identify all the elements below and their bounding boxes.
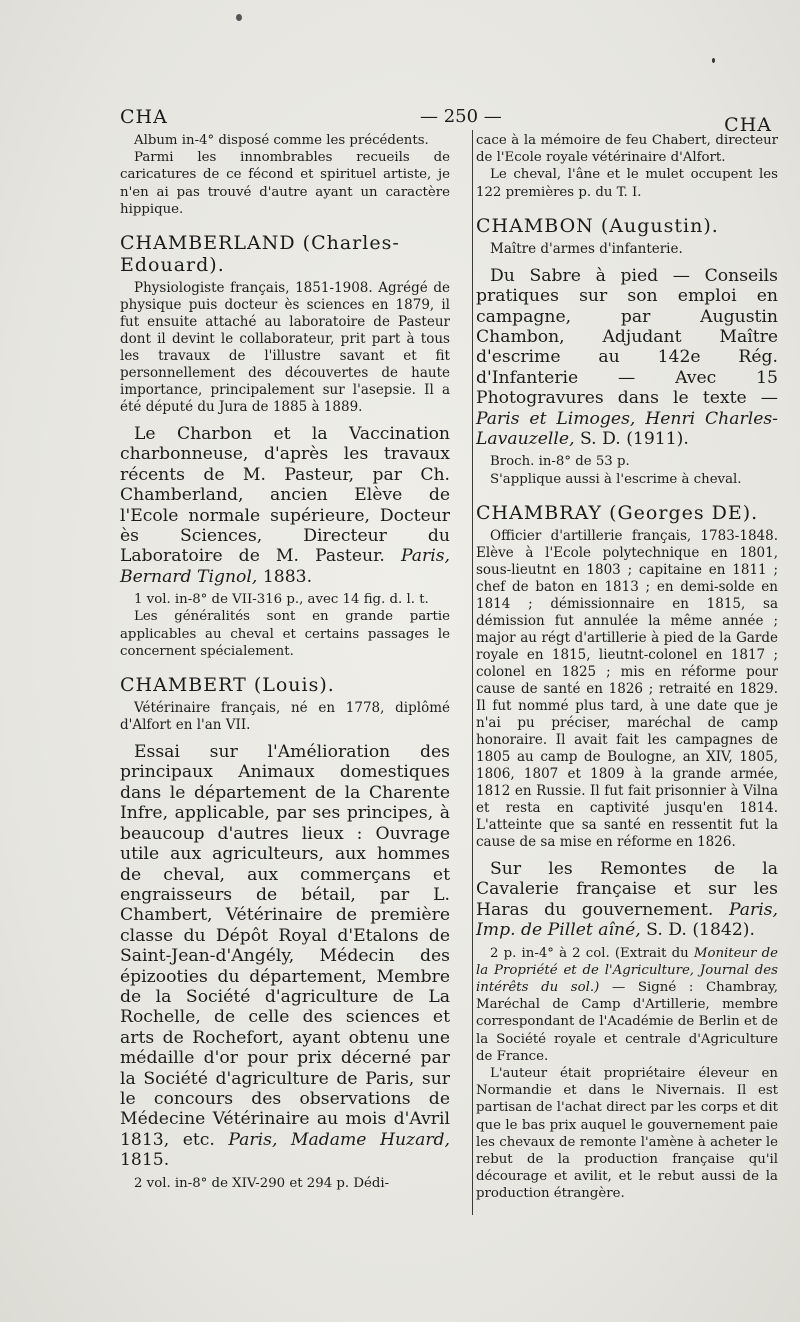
imprint-year: 1815. (120, 1150, 170, 1171)
entry-forename: (Louis). (253, 674, 335, 697)
title-text: Le Charbon et la Vaccination charbonneuse, d'après les travaux récents de M. Pasteur, par Ch. Chamberland, ancien Elève de l'Ecole normale supérieure, Docteur ès Sciences, Directeur du Laboratoire de M. Pasteur. (120, 424, 450, 567)
imprint-year: 1883. (262, 566, 313, 587)
entry-collation: 2 vol. in-8° de XIV-290 et 294 p. Dédi- (134, 1175, 390, 1191)
entry-chambert (120, 674, 450, 1192)
entry-title (120, 424, 450, 587)
entry-bio: Vétérinaire français, né en 1778, diplômé d'Alfort en l'an VII. (120, 700, 450, 734)
entry-collation (476, 945, 778, 1065)
entry-surname: CHAMBERLAND (120, 232, 296, 255)
collation-italic: Moniteur de la Propriété et de l'Agriculture, Journal des intérêts du sol.) (476, 945, 778, 995)
entry-note: L'auteur était propriétaire éleveur en Normandie et dans le Nivernais. Il est partisan de l'achat direct par les corps et dit que le bas prix auquel le gouvernement paie les chevaux de remonte l'amène à acheter le rebut de la production française qu'il décourage et avilit, et le rebut aussi de la production étrangère. (476, 1065, 778, 1202)
intro-text: Parmi les innombrables recueils de caricatures de ce fécond et spirituel artiste, je n'en ai pas trouvé d'autre ayant un caractère hippique. (120, 150, 450, 217)
entry-chambray (476, 502, 778, 1203)
entry-note: S'applique aussi à l'escrime à cheval. (490, 471, 742, 487)
continuation-text: Le cheval, l'âne et le mulet occupent les 122 premières p. du T. I. (476, 167, 778, 200)
title-text: Essai sur l'Amélioration des principaux Animaux domestiques dans le département de la Charente Infre, applicable, par ses principes, à beaucoup d'autres lieux : Ouvrage utile aux agriculteurs, aux hommes de cheval, aux commerçans et engraisseurs de bétail, par L. Chambert, Vétérinaire de première classe du Dépôt Royal d'Etalons de Saint-Jean-d'Angély, Médecin des épizooties du département, Membre de la Société d'agriculture de La Rochelle, de celle des sciences et arts de Rochefort, ayant obtenu une médaille d'or pour prix décerné par la Société d'agriculture de Paris, sur le concours des observations de Médecine Vétérinaire au mois d'Avril 1813, etc. (120, 742, 450, 1150)
collation-text: 2 p. in-4° à 2 col. (Extrait du (490, 945, 689, 961)
entry-title (476, 266, 778, 450)
collation-text: — Signé : Chambray, Maréchal de Camp d'Artillerie, membre correspondant de l'Académie de Berlin et de la Société royale et centrale d'Agriculture de France. (476, 979, 778, 1064)
page-number: — 250 — (420, 106, 502, 127)
entry-surname: CHAMBRAY (476, 501, 603, 524)
entry-collation: 1 vol. in-8° de VII-316 p., avec 14 fig. d. l. t. (134, 592, 429, 608)
entry-bio: Officier d'artillerie français, 1783-1848. Elève à l'Ecole polytechnique en 1801, sous-lieutnt en 1803 ; capitaine en 1811 ; chef de baton en 1813 ; en demi-solde en 1814 ; démissionnaire en 1815, sa démission fut annulée la même année ; major au régt d'artillerie à pied de la Garde royale en 1815, lieutnt-colonel en 1817 ; colonel en 1825 ; mis en réforme pour cause de santé en 1826 ; retraité en 1829. Il fut nommé plus tard, à une date que je n'ai pu préciser, maréchal de camp honoraire. Il avait fait les campagnes de 1805 au camp de Boulogne, an XIV, 1805, 1806, 1807 et 1809 à la grande armée, 1812 en Russie. Il fut fait prisonnier à Vilna et resta en captivité jusqu'en 1814. L'atteinte que sa santé en ressentit fut la cause de sa mise en réforme en 1826. (476, 527, 778, 850)
entry-forename: (Charles-Edouard). (120, 232, 400, 277)
column-divider (472, 130, 473, 1215)
title-text: Du Sabre à pied — Conseils pratiques sur son emploi en campagne, par Augustin Chambon, Adjudant Maître d'escrime au 142e Rég. d'Infanterie — Avec 15 Photogravures dans le texte — (476, 265, 778, 409)
running-head-left: CHA (120, 106, 168, 128)
entry-heading (120, 232, 450, 276)
entry-forename: (Georges DE). (609, 501, 759, 524)
imprint-italic: Paris, Imp. de Pillet aîné, (476, 899, 778, 941)
ink-speck (712, 58, 715, 63)
entry-bio: Physiologiste français, 1851-1908. Agrégé de physique puis docteur ès sciences en 1879, il fut ensuite attaché au laboratoire de Pasteur dont il devint le collaborateur, prit part à tous les travaux de l'illustre savant et fit personnellement des découvertes de haute importance, principalement sur l'asepsie. Il a été député du Jura de 1885 à 1889. (120, 280, 450, 416)
entry-title (120, 742, 450, 1171)
title-text: Sur les Remontes de la Cavalerie française et sur les Haras du gouvernement. (476, 858, 778, 920)
right-column (476, 132, 778, 1203)
entry-heading (120, 674, 450, 696)
imprint-italic: Paris et Limoges, Henri Charles-Lavauzelle, (476, 408, 778, 450)
imprint-year: S. D. (1911). (580, 429, 689, 450)
entry-surname: CHAMBON (476, 214, 594, 237)
running-head (0, 100, 800, 136)
entry-title (476, 859, 778, 941)
entry-chambon (476, 215, 778, 488)
entry-surname: CHAMBERT (120, 674, 247, 697)
entry-bio: Maître d'armes d'infanterie. (490, 240, 683, 257)
intro-text: Album in-4° disposé comme les précédents. (134, 133, 429, 148)
left-column (120, 132, 450, 1192)
imprint-italic: Paris, Madame Huzard, (228, 1129, 450, 1150)
continuation-text: cace à la mémoire de feu Chabert, directeur de l'Ecole royale vétérinaire d'Alfort. (476, 133, 778, 166)
entry-heading (476, 502, 778, 524)
entry-heading (476, 215, 778, 237)
entry-collation: Broch. in-8° de 53 p. (490, 454, 630, 470)
imprint-year: S. D. (1842). (646, 920, 755, 941)
entry-chamberland (120, 232, 450, 660)
entry-forename: (Augustin). (600, 214, 719, 237)
ink-speck (236, 14, 242, 21)
entry-note: Les généralités sont en grande partie applicables au cheval et certains passages le concernent spécialement. (120, 609, 450, 659)
imprint-italic: Paris, Bernard Tignol, (120, 546, 450, 587)
running-head-right: CHA (724, 114, 772, 136)
